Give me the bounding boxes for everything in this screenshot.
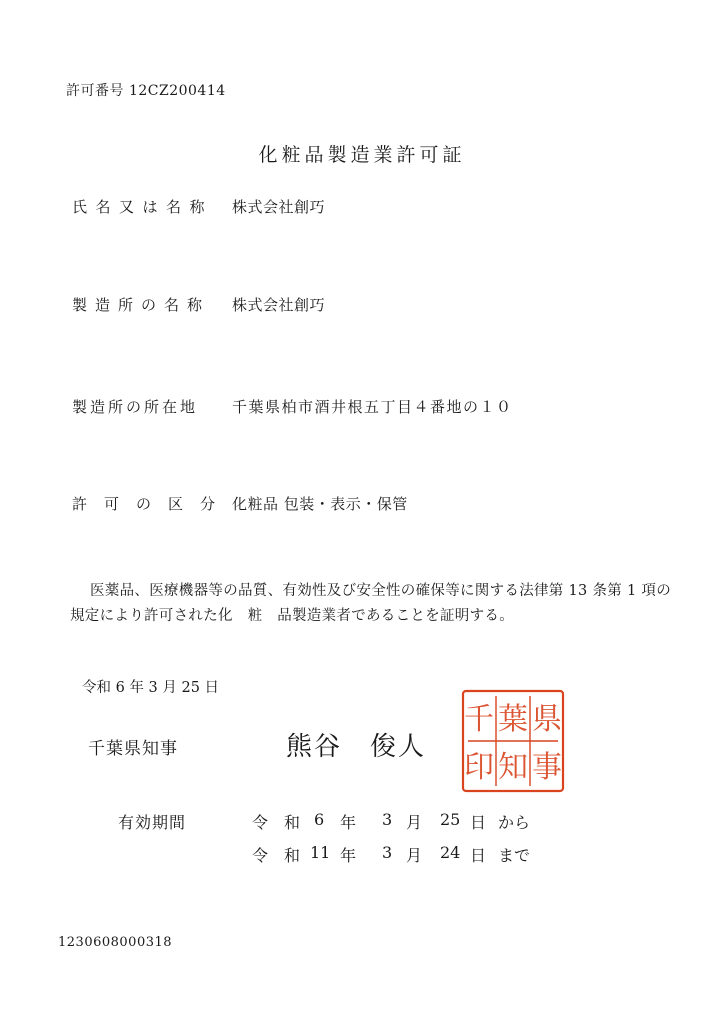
validity-period-label: 有効期間 bbox=[118, 813, 187, 832]
certification-text-line-1: 医薬品、医療機器等の品質、有効性及び安全性の確保等に関する法律第 13 条第 1 項の bbox=[90, 583, 672, 599]
seal-char-2: 事 bbox=[532, 750, 562, 785]
validity-start-month-unit: 月 bbox=[406, 813, 423, 832]
validity-end-year-unit: 年 bbox=[340, 846, 357, 865]
official-seal-stamp bbox=[460, 688, 566, 794]
validity-start-year: 6 bbox=[314, 810, 325, 829]
holder-name-value: 株式会社創巧 bbox=[232, 198, 326, 216]
site-name-value: 株式会社創巧 bbox=[232, 296, 326, 314]
seal-char-5: 千 bbox=[464, 702, 494, 737]
seal-char-6: 印 bbox=[464, 750, 494, 785]
site-address-label: 製造所の所在地 bbox=[72, 398, 199, 416]
seal-char-3: 葉 bbox=[498, 702, 528, 737]
permit-number: 許可番号 12CZ200414 bbox=[66, 83, 226, 99]
validity-start-era: 令 和 bbox=[252, 813, 301, 832]
validity-end-year: 11 bbox=[310, 843, 331, 862]
issuer-title: 千葉県知事 bbox=[88, 739, 178, 759]
site-name-label: 製造所の名称 bbox=[72, 296, 211, 314]
holder-name-label: 氏名又は名称 bbox=[72, 198, 214, 216]
issue-date: 令和 6 年 3 月 25 日 bbox=[82, 680, 220, 696]
site-address-value: 千葉県柏市酒井根五丁目４番地の１０ bbox=[232, 398, 513, 416]
document-title: 化粧品製造業許可証 bbox=[258, 144, 466, 166]
validity-end-day: 24 bbox=[440, 843, 461, 862]
seal-char-1: 県 bbox=[532, 702, 562, 737]
validity-end-month-unit: 月 bbox=[406, 846, 423, 865]
validity-end-day-unit: 日 bbox=[470, 846, 487, 865]
validity-start-month: 3 bbox=[382, 810, 393, 829]
validity-start-day-unit: 日 bbox=[470, 813, 487, 832]
validity-start-day: 25 bbox=[440, 810, 461, 829]
validity-end-suffix: まで bbox=[498, 846, 531, 865]
document-footer-number: 1230608000318 bbox=[58, 935, 173, 950]
validity-end-era: 令 和 bbox=[252, 846, 301, 865]
seal-char-4: 知 bbox=[498, 750, 528, 785]
issuer-name: 熊谷 俊人 bbox=[286, 732, 427, 762]
validity-start-suffix: から bbox=[498, 813, 531, 832]
validity-end-month: 3 bbox=[382, 843, 393, 862]
permit-category-value: 化粧品 包装・表示・保管 bbox=[232, 495, 408, 513]
certification-text-line-2: 規定により許可された化 粧 品製造業者であることを証明する。 bbox=[70, 608, 514, 624]
validity-start-year-unit: 年 bbox=[340, 813, 357, 832]
permit-category-label: 許可の区分 bbox=[72, 495, 233, 513]
